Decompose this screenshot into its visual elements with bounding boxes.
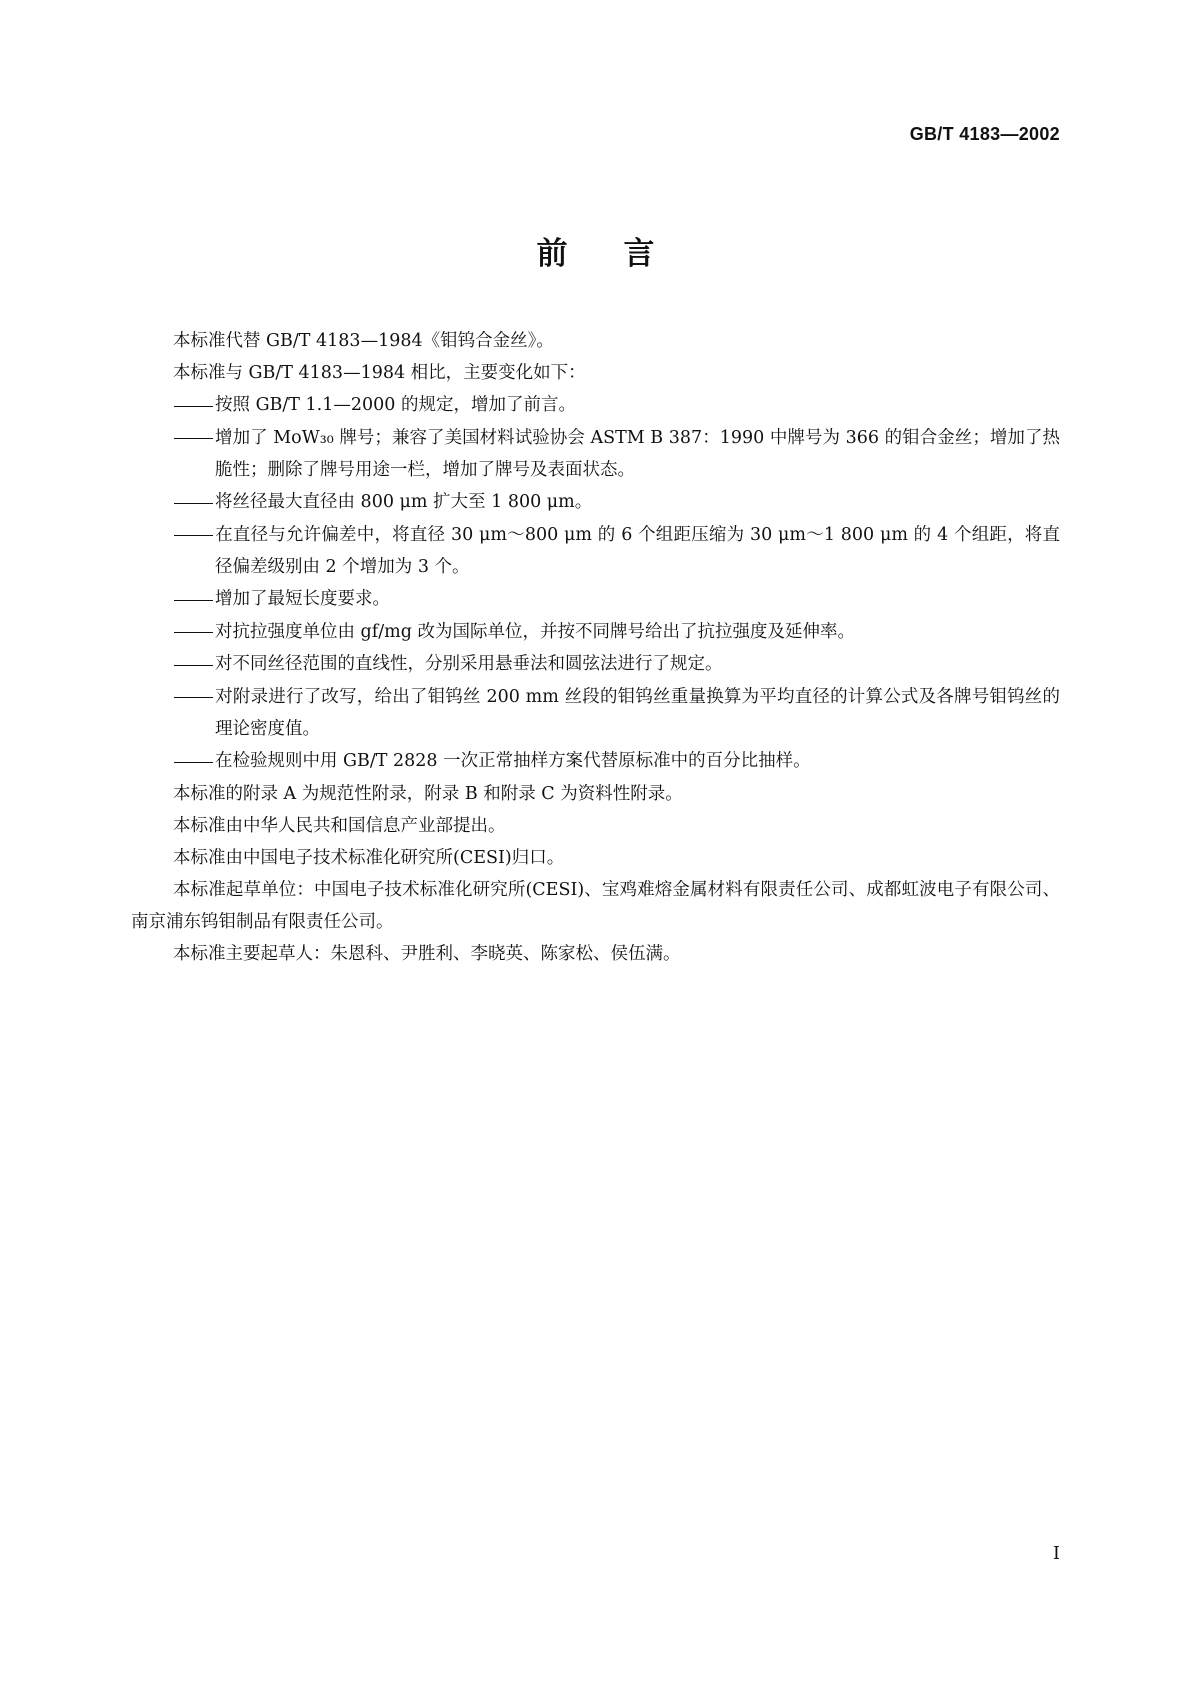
- dash-marker: [173, 746, 215, 778]
- paragraph: 本标准代替 GB/T 4183—1984《钼钨合金丝》。: [173, 331, 554, 351]
- change-text: 对不同丝径范围的直线性，分别采用悬垂法和圆弦法进行了规定。: [215, 654, 723, 674]
- change-item: [131, 583, 1060, 616]
- paragraph: 本标准由中华人民共和国信息产业部提出。: [173, 815, 506, 836]
- change-item: [131, 681, 1060, 746]
- standard-number: GB/T 4183—2002: [909, 124, 1060, 144]
- foreword-body: [131, 325, 1060, 970]
- dash-marker: [173, 422, 215, 454]
- dash-marker: [173, 390, 215, 422]
- change-text: 在直径与允许偏差中，将直径 30 μm～800 μm 的 6 个组距压缩为 30 μm～1 800 μm 的 4 个组距，将直径偏差级别由 2 个增加为 3 个。: [215, 524, 1060, 577]
- dash-marker: [173, 681, 215, 713]
- dash-marker: [173, 487, 215, 519]
- dash-marker: [173, 519, 215, 551]
- change-text: 增加了 MoW₃₀ 牌号；兼容了美国材料试验协会 ASTM B 387：1990 中牌号为 366 的钼合金丝；增加了热脆性；删除了牌号用途一栏，增加了牌号及表面状态。: [215, 427, 1060, 480]
- change-item: [131, 389, 1060, 422]
- paragraph: 本标准与 GB/T 4183—1984 相比，主要变化如下：: [173, 363, 586, 383]
- change-text: 将丝径最大直径由 800 μm 扩大至 1 800 μm。: [215, 492, 593, 512]
- change-text: 对附录进行了改写，给出了钼钨丝 200 mm 丝段的钼钨丝重量换算为平均直径的计算公式及各牌号钼钨丝的理论密度值。: [215, 686, 1060, 739]
- change-text: 在检验规则中用 GB/T 2828 一次正常抽样方案代替原标准中的百分比抽样。: [215, 751, 811, 771]
- page-number: I: [1052, 1543, 1060, 1564]
- change-item: [131, 519, 1060, 584]
- dash-marker: [173, 649, 215, 681]
- change-item: [131, 422, 1060, 487]
- change-text: 对抗拉强度单位由 gf/mg 改为国际单位，并按不同牌号给出了抗拉强度及延伸率。: [215, 621, 855, 642]
- paragraph: 本标准主要起草人：朱恩科、尹胜利、李晓英、陈家松、侯伍满。: [173, 943, 681, 964]
- change-text: 增加了最短长度要求。: [215, 589, 390, 609]
- paragraph: 本标准由中国电子技术标准化研究所(CESI)归口。: [173, 847, 565, 868]
- paragraph: 本标准的附录 A 为规范性附录，附录 B 和附录 C 为资料性附录。: [173, 783, 683, 804]
- change-text: 按照 GB/T 1.1—2000 的规定，增加了前言。: [215, 395, 576, 415]
- change-item: [131, 616, 1060, 649]
- change-item: [131, 745, 1060, 778]
- page-title: 前言: [536, 236, 711, 272]
- dash-marker: [173, 584, 215, 616]
- paragraph: 本标准起草单位：中国电子技术标准化研究所(CESI)、宝鸡难熔金属材料有限责任公司、成都虹波电子有限公司、南京浦东钨钼制品有限责任公司。: [131, 879, 1060, 932]
- change-item: [131, 648, 1060, 681]
- change-item: [131, 486, 1060, 519]
- dash-marker: [173, 616, 215, 648]
